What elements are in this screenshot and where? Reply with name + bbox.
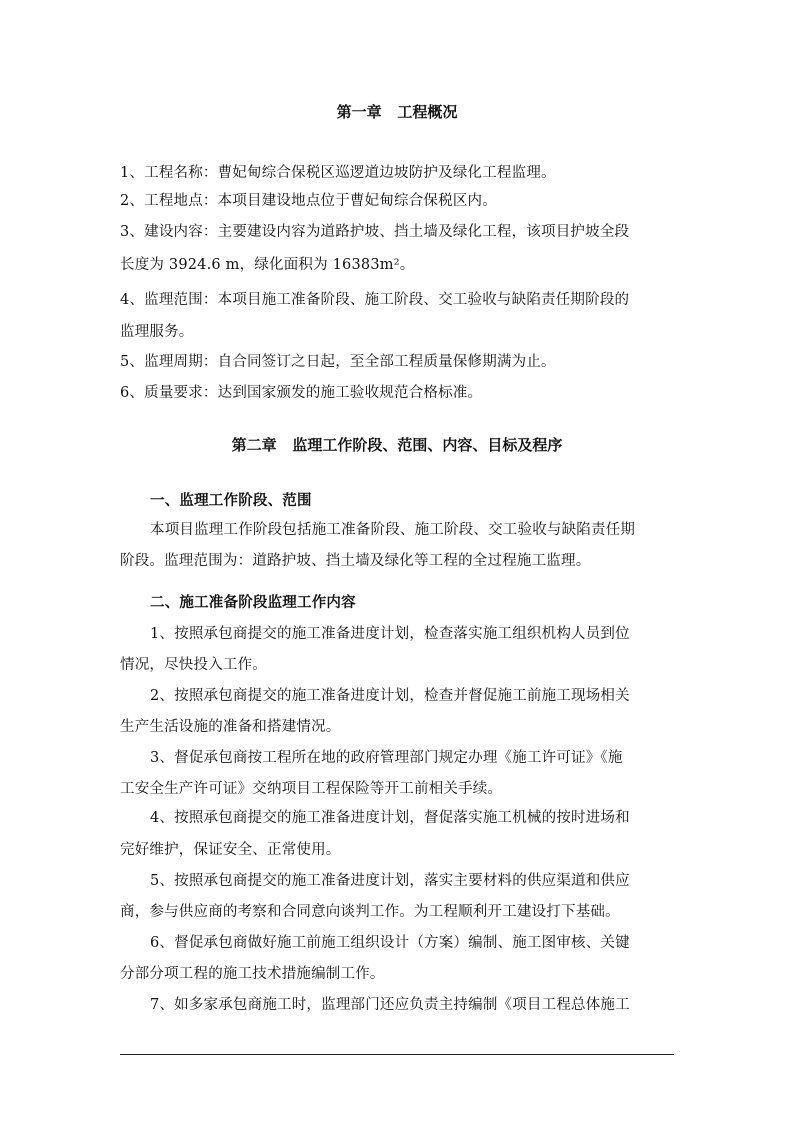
section2-line-12: 分部分项工程的施工技术措施编制工作。 <box>120 966 385 982</box>
chapter2-title: 第二章 监理工作阶段、范围、内容、目标及程序 <box>231 436 563 454</box>
chapter1-item-2: 2、工程地点：本项目建设地点位于曹妃甸综合保税区内。 <box>120 193 497 209</box>
chapter1-item-3-line2: 长度为 3924.6 m，绿化面积为 16383m²。 <box>120 257 415 273</box>
section2-line-10: 商，参与供应商的考察和合同意向谈判工作。为工程顺利开工建设打下基础。 <box>120 904 620 920</box>
chapter1-item-6: 6、质量要求：达到国家颁发的施工验收规范合格标准。 <box>120 385 483 401</box>
section2-line-13: 7、如多家承包商施工时，监理部门还应负责主持编制《项目工程总体施工 <box>150 997 630 1013</box>
section2-line-4: 生产生活设施的准备和搭建情况。 <box>120 719 341 735</box>
section1-line-2: 阶段。监理范围为：道路护坡、挡土墙及绿化等工程的全过程施工监理。 <box>120 553 591 569</box>
section2-line-3: 2、按照承包商提交的施工准备进度计划，检查并督促施工前施工现场相关 <box>150 688 630 704</box>
chapter1-item-4-line2: 监理服务。 <box>120 324 194 340</box>
section2-line-1: 1、按照承包商提交的施工准备进度计划，检查落实施工组织机构人员到位 <box>150 626 630 642</box>
section2-line-8: 完好维护，保证安全、正常使用。 <box>120 842 341 858</box>
section2-line-2: 情况，尽快投入工作。 <box>120 657 267 673</box>
chapter1-title: 第一章 工程概况 <box>336 103 458 121</box>
section2-line-6: 工安全生产许可证》交纳项目工程保险等开工前相关手续。 <box>120 781 503 797</box>
section2-heading: 二、施工准备阶段监理工作内容 <box>150 594 356 611</box>
section2-line-5: 3、督促承包商按工程所在地的政府管理部门规定办理《施工许可证》《施 <box>150 750 623 766</box>
section1-line-1: 本项目监理工作阶段包括施工准备阶段、施工阶段、交工验收与缺陷责任期 <box>150 522 636 538</box>
chapter1-item-4-line1: 4、监理范围：本项目施工准备阶段、施工阶段、交工验收与缺陷责任期阶段的 <box>120 292 630 308</box>
chapter1-item-1: 1、工程名称：曹妃甸综合保税区巡逻道边坡防护及绿化工程监理。 <box>120 165 556 181</box>
section2-line-11: 6、督促承包商做好施工前施工组织设计（方案）编制、施工图审核、关键 <box>150 935 630 951</box>
footer-divider <box>120 1054 674 1055</box>
section2-line-7: 4、按照承包商提交的施工准备进度计划，督促落实施工机械的按时进场和 <box>150 810 630 826</box>
section1-heading: 一、监理工作阶段、范围 <box>150 492 312 509</box>
chapter1-item-3-line1: 3、建设内容：主要建设内容为道路护坡、挡土墙及绿化工程，该项目护坡全段 <box>120 224 630 240</box>
section2-line-9: 5、按照承包商提交的施工准备进度计划，落实主要材料的供应渠道和供应 <box>150 873 630 889</box>
chapter1-item-5: 5、监理周期：自合同签订之日起，至全部工程质量保修期满为止。 <box>120 354 556 370</box>
